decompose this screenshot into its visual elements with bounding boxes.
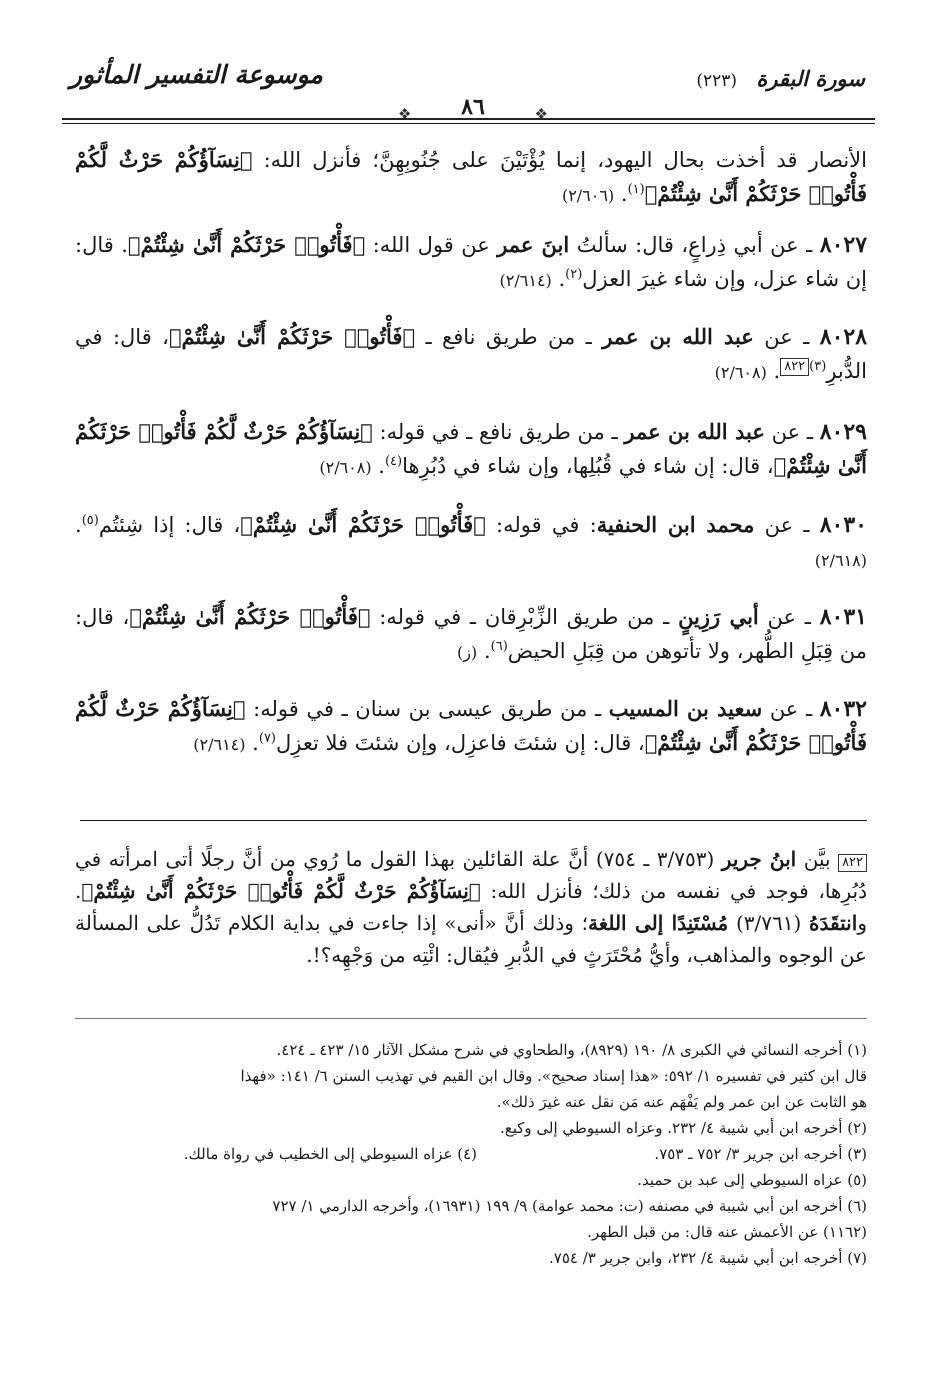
footnote-1-cont: قال ابن كثير في تفسيره ١/ ٥٩٢: «هذا إسناد صحيح». وقال ابن القيم في تهذيب السنن ٦/ ١٤١: «فهذا: [240, 1067, 867, 1085]
source-ref: (٢/٦٠٨): [714, 363, 767, 382]
entry-number: ٨٠٣٠: [819, 512, 867, 538]
entry-8028: ٨٠٢٨ ـ عن عبد الله بن عمر ـ من طريق نافع ـ ﴿فَأْتُوا۟ حَرْثَكُمْ أَنَّىٰ شِئْتُمْ﴾، قال: في الدُّبرِ$^{(٣)}$٨٢٢. (٢/٦٠٨): [75, 324, 868, 383]
footnote-1-cont: هو الثابت عن ابن عمر ولم يَفْهَم عنه مَن نقل عنه غيرَ ذلك».: [496, 1093, 867, 1111]
footnote-ref: (٥): [81, 513, 99, 528]
footnote-ref: (٢): [565, 267, 583, 282]
quran-verse: ﴿نِسَآؤُكُمْ حَرْثٌ لَّكُمْ فَأْتُوا۟ حَرْثَكُمْ أَنَّىٰ شِئْتُمْ﴾: [75, 147, 867, 206]
commentary-number-box: ٨٢٢: [838, 854, 867, 872]
source-ref: (ز): [457, 643, 478, 662]
quran-verse: ﴿فَأْتُوا۟ حَرْثَكُمْ أَنَّىٰ شِئْتُمْ﴾: [240, 512, 486, 537]
footnote-ref: (٤): [384, 454, 403, 469]
footnote-ref: (١): [627, 182, 645, 197]
entry-number: ٨٠٢٩: [819, 419, 867, 445]
quran-verse: ﴿نِسَآؤُكُمْ حَرْثٌ لَّكُمْ فَأْتُوا۟ حَرْثَكُمْ أَنَّىٰ شِئْتُمْ﴾: [81, 879, 481, 903]
running-header-surah: [696, 66, 865, 91]
source-ref: (٢/٦١٤): [499, 271, 552, 290]
surah-name: سورة البقرة: [756, 66, 865, 91]
footnote-5: (٥) عزاه السيوطي إلى عبد بن حميد.: [637, 1171, 867, 1189]
entry-number: ٨٠٢٨: [819, 324, 868, 350]
footnotes-separator: [75, 1018, 867, 1019]
entry-8029: ٨٠٢٩ ـ عن عبد الله بن عمر ـ من طريق نافع ـ في قوله: ﴿نِسَآؤُكُمْ حَرْثٌ لَّكُمْ فَأْتُوا۟ حَرْثَكُمْ أَنَّىٰ شِئْتُمْ﴾، قال: إن شاء في قُبُلِها، وإن شاء في دُبُرِها$^{(٤)}$. (٢/٦٠٨): [75, 419, 867, 478]
source-ref: (٢/٦١٨): [814, 551, 867, 570]
commentary-separator: [80, 820, 867, 821]
narrator-name: محمد ابن الحنفية: [596, 512, 755, 537]
critique-basis: مُسْتَنِدًا إلى اللغة: [587, 911, 729, 935]
narrator-name: ابنَ عمر: [497, 232, 570, 257]
entry-number: ٨٠٣٢: [819, 696, 867, 722]
footnote-ref: (٦): [490, 639, 508, 654]
ayah-number: (٢٢٣): [696, 71, 737, 91]
source-ref: (٢/٦٠٦): [561, 186, 615, 205]
narrator-name: أبي رَزِينٍ: [678, 604, 759, 629]
footnote-1: (١) أخرجه النسائي في الكبرى ٨/ ١٩٠ (٨٩٢٩)، والطحاوي في شرح مشكل الآثار ١٥/ ٤٢٣ ـ ٤٢٤.: [276, 1041, 867, 1059]
book-title: موسوعة التفسير المأثور: [70, 60, 323, 89]
header-rule: [62, 118, 875, 120]
entry-number: ٨٠٣١: [819, 604, 867, 630]
footnote-ref: (٣): [809, 359, 827, 374]
entry-continuation: الأنصار قد أخذت بحال اليهود، إنما يُؤْتَيْنَ على جُنُوبِهِنَّ؛ فأنزل الله: ﴿نِسَآؤُكُمْ حَرْثٌ لَّكُمْ فَأْتُوا۟ حَرْثَكُمْ أَنَّىٰ شِئْتُمْ﴾$^{(١)}$. (٢/٦٠٦): [75, 147, 867, 206]
footnote-7: (٧) أخرجه ابن أبي شيبة ٤/ ٢٣٢، وابن جرير ٣/ ٧٥٤.: [549, 1249, 867, 1267]
narrator-name: عبد الله بن عمر: [624, 419, 765, 444]
quran-verse: ﴿فَأْتُوا۟ حَرْثَكُمْ أَنَّىٰ شِئْتُمْ﴾: [127, 232, 366, 257]
entry-8030: ٨٠٣٠ ـ عن محمد ابن الحنفية: في قوله: ﴿فَأْتُوا۟ حَرْثَكُمْ أَنَّىٰ شِئْتُمْ﴾، قال: إذا شِئتُم$^{(٥)}$. (٢/٦١٨): [75, 512, 867, 570]
footnote-6-cont: (١١٦٢) عن الأعمش عنه قال: من قبل الطهر.: [587, 1223, 867, 1241]
commentary-note-822: ٨٢٢ بيَّن ابنُ جرير (٣/٧٥٣ ـ ٧٥٤) أنَّ علة القائلين بهذا القول ما رُوي من أنَّ رجلًا أتى امرأته في دُبُرِها، فوجد في نفسه من ذلك؛ فأنزل الله: ﴿نِسَآؤُكُمْ حَرْثٌ لَّكُمْ فَأْتُوا۟ حَرْثَكُمْ أَنَّىٰ شِئْتُمْ﴾. وانتقَدَهُ (٣/٧٦١) مُسْتَنِدًا إلى اللغة؛ وذلك أنَّ «أنى» إذا جاءت في بداية الكلام تَدُلُّ على المسألة عن الوجوه والمذاهب، وأيُّ مُحْتَرَثٍ في الدُّبرِ فيُقال: ائْتِه من وَجْهِه؟!.: [75, 847, 867, 967]
narrator-name: سعيد بن المسيب: [608, 696, 763, 721]
page-number-block: [398, 96, 548, 126]
source-ref: (٢/٦١٤): [193, 735, 246, 754]
entry-8031: ٨٠٣١ ـ عن أبي رَزِينٍ ـ من طريق الزِّبْرِقان ـ في قوله: ﴿فَأْتُوا۟ حَرْثَكُمْ أَنَّىٰ شِئْتُمْ﴾، قال: من قِبَلِ الطُّهر، ولا تأتوهن من قِبَلِ الحيض$^{(٦)}$. (ز): [75, 604, 867, 663]
critique-word: انتقَدَهُ: [809, 911, 858, 935]
footnote-6: (٦) أخرجه ابن أبي شيبة في مصنفه (ت: محمد عوامة) ٩/ ١٩٩ (١٦٩٣١)، وأخرجه الدارمي ١/ ٧٢٧: [272, 1197, 867, 1215]
quran-verse: ﴿نِسَآؤُكُمْ حَرْثٌ لَّكُمْ فَأْتُوا۟ حَرْثَكُمْ أَنَّىٰ شِئْتُمْ﴾: [75, 696, 867, 755]
entry-8032: ٨٠٣٢ ـ عن سعيد بن المسيب ـ من طريق عيسى بن سنان ـ في قوله: ﴿نِسَآؤُكُمْ حَرْثٌ لَّكُمْ فَأْتُوا۟ حَرْثَكُمْ أَنَّىٰ شِئْتُمْ﴾، قال: إن شئتَ فاعزِل، وإن شئتَ فلا تعزِل$^{(٧)}$. (٢/٦١٤): [75, 696, 867, 755]
quran-verse: ﴿فَأْتُوا۟ حَرْثَكُمْ أَنَّىٰ شِئْتُمْ﴾: [168, 324, 416, 349]
commentary-ref-box[interactable]: ٨٢٢: [780, 358, 809, 376]
ornament-icon: ❖: [534, 105, 548, 123]
ornament-icon: ❖: [398, 105, 412, 123]
footnote-2: (٢) أخرجه ابن أبي شيبة ٤/ ٢٣٢. وعزاه السيوطي إلى وكيع.: [499, 1119, 867, 1137]
header-rule-thin: [62, 123, 875, 124]
quran-verse: ﴿فَأْتُوا۟ حَرْثَكُمْ أَنَّىٰ شِئْتُمْ﴾: [129, 604, 371, 629]
source-ref: (٢/٦٠٨): [319, 458, 372, 477]
scholar-name: ابنُ جرير: [721, 847, 797, 871]
footnote-ref: (٧): [258, 731, 276, 746]
quran-verse: ﴿نِسَآؤُكُمْ حَرْثٌ لَّكُمْ فَأْتُوا۟ حَرْثَكُمْ أَنَّىٰ شِئْتُمْ﴾: [75, 419, 867, 478]
entry-number: ٨٠٢٧: [819, 232, 868, 258]
entry-8027: ٨٠٢٧ ـ عن أبي ذِراعٍ، قال: سألتُ ابنَ عمر عن قول الله: ﴿فَأْتُوا۟ حَرْثَكُمْ أَنَّىٰ شِئْتُمْ﴾. قال: إن شاء عزل، وإن شاء غيرَ العزل$^{(٢)}$. (٢/٦١٤): [75, 232, 868, 291]
footnote-4: (٤) عزاه السيوطي إلى الخطيب في رواة مالك.: [183, 1145, 477, 1163]
footnote-3: (٣) أخرجه ابن جرير ٣/ ٧٥٢ ـ ٧٥٣.: [654, 1145, 867, 1163]
narrator-name: عبد الله بن عمر: [602, 324, 754, 349]
page-number: ٨٦: [461, 94, 485, 120]
